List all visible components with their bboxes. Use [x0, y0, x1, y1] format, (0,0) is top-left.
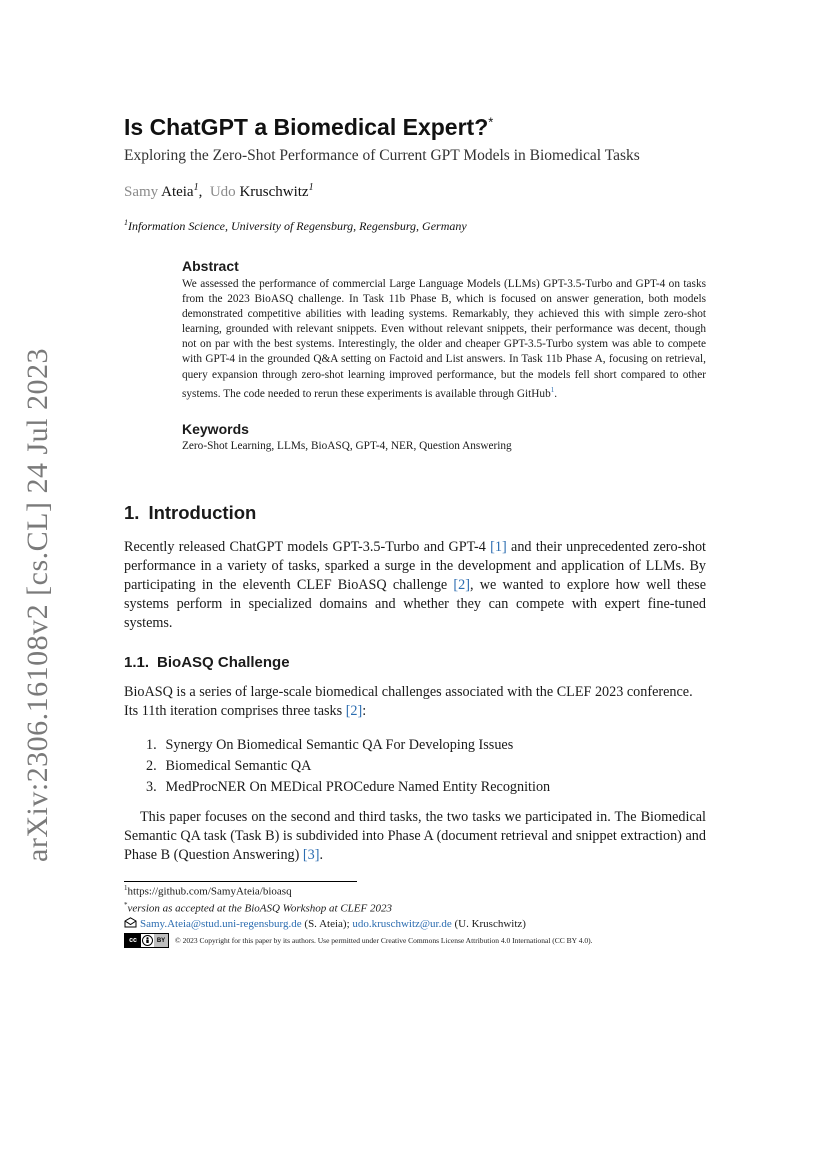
section-title: Introduction: [148, 502, 257, 523]
author-2: [210, 184, 314, 200]
arxiv-stamp: [2, 340, 74, 870]
intro-text-b: and their unprecedented zero-shot performance in a variety of tasks, sparked a surge in the development and application of LLMs. By participating in the eleventh CLEF BioASQ challenge: [124, 539, 706, 594]
list-item-text: Biomedical Semantic QA: [165, 758, 312, 774]
list-item-number: 3.: [146, 779, 157, 795]
email-link-ateia[interactable]: Samy.Ateia@stud.uni-regensburg.de: [140, 918, 302, 930]
bioasq-paragraph: [124, 683, 706, 721]
list-item-number: 1.: [146, 737, 157, 753]
list-item: [146, 777, 550, 798]
footnote-emails: [124, 917, 526, 930]
paper-title: [124, 114, 493, 141]
footnote-github: [124, 884, 292, 898]
section-number: 1.: [124, 502, 140, 523]
author-2-mark: 1: [308, 182, 314, 193]
intro-text-a: Recently released ChatGPT models GPT-3.5-Turbo and GPT-4: [124, 539, 491, 555]
list-item-number: 2.: [146, 758, 157, 774]
citation-link[interactable]: [2]: [453, 577, 470, 594]
cc-by-badge[interactable]: [124, 933, 169, 948]
footnote-mark: *: [124, 901, 128, 909]
attribution-person-icon: [141, 934, 154, 947]
email-owner-ateia: (S. Ateia);: [301, 918, 353, 930]
citation-link[interactable]: [1]: [490, 539, 507, 555]
footnote-version: [124, 901, 392, 915]
list-item-text: MedProcNER On MEDical PROCedure Named Entity Recognition: [165, 779, 551, 795]
intro-paragraph: [124, 538, 706, 633]
author-1-first: Samy: [124, 184, 159, 200]
author-2-last: Kruschwitz: [239, 184, 309, 200]
footnote-mark: 1: [124, 884, 128, 892]
envelope-icon: [124, 917, 137, 928]
affiliation: [124, 218, 467, 234]
bioasq-text-a: BioASQ is a series of large-scale biomedical challenges associated with the CLEF 2023 conference. Its 11th iteration comprises three tasks: [124, 684, 693, 720]
abstract-heading: Abstract: [182, 258, 239, 274]
keywords-heading: Keywords: [182, 421, 249, 437]
keywords-text: Zero-Shot Learning, LLMs, BioASQ, GPT-4, NER, Question Answering: [182, 440, 512, 452]
task-list: [146, 735, 550, 798]
abstract-end: .: [554, 387, 558, 400]
title-mark: *: [488, 114, 494, 130]
license-text: © 2023 Copyright for this paper by its authors. Use permitted under Creative Commons License Attribution 4.0 International (CC BY 4.0).: [175, 936, 593, 945]
tasks-text-a: This paper focuses on the second and third tasks, the two tasks we participated in. The Biomedical Semantic QA task (Task B) is subdivided into Phase A (document retrieval and snippet extraction) and Phase B (Question Answering): [124, 809, 706, 864]
author-list: Samy Ateia$^1$, Udo Kruschwitz$^1$: [124, 182, 314, 200]
subsection-number: 1.1.: [124, 654, 150, 671]
affiliation-text: Information Science, University of Regensburg, Regensburg, Germany: [128, 219, 467, 233]
arxiv-stamp-text: arXiv:2306.16108v2 [cs.CL] 24 Jul 2023: [21, 348, 54, 862]
list-item: [146, 756, 550, 777]
cc-logo: cc: [125, 934, 141, 947]
section-heading-introduction: [124, 502, 256, 524]
intro-text-c: , we wanted to explore how well these systems perform in specialized domains and whether they can compete with expert fine-tuned systems.: [124, 577, 706, 632]
citation-link[interactable]: [3]: [302, 847, 320, 864]
cc-by-label: BY: [154, 934, 168, 947]
list-item: [146, 735, 550, 756]
author-1-last: Ateia: [161, 184, 194, 200]
license-line: [124, 933, 592, 948]
author-2-first: Udo: [209, 184, 236, 200]
email-owner-kruschwitz: (U. Kruschwitz): [451, 918, 526, 930]
footnote-version-text: version as accepted at the BioASQ Workshop at CLEF 2023: [127, 902, 392, 915]
tasks-paragraph: [124, 808, 706, 865]
email-link-kruschwitz[interactable]: udo.kruschwitz@ur.de: [352, 918, 452, 930]
subsection-title: BioASQ Challenge: [157, 654, 290, 671]
affiliation-mark: 1: [124, 218, 128, 227]
paper-subtitle: Exploring the Zero-Shot Performance of Current GPT Models in Biomedical Tasks: [124, 147, 640, 164]
bioasq-text-b: :: [362, 703, 367, 720]
list-item-text: Synergy On Biomedical Semantic QA For Developing Issues: [165, 737, 514, 753]
author-1: [124, 184, 199, 200]
abstract-body: We assessed the performance of commercial Large Language Models (LLMs) GPT-3.5-Turbo and GPT-4 on tasks from the 2023 BioASQ challenge. In Task 11b Phase B, which is focused on answer generation, both models demonstrated competitive abilities with leading systems. Remarkably, they achieved this with simple zero-shot learning, grounded with relevant snippets. Even without relevant snippets, their performance was decent, though not on par with the best systems. Interestingly, the older and cheaper GPT-3.5-Turbo system was able to compete with GPT-4 in the grounded Q&A setting on Factoid and List answers. In Task 11b Phase A, focusing on retrieval, query expansion through zero-shot learning improved performance, but the models fell short compared to other systems. The code needed to rerun these experiments is available through GitHub: [182, 278, 706, 400]
author-1-mark: 1: [193, 182, 199, 193]
abstract-text: [182, 277, 706, 402]
github-link[interactable]: https://github.com/SamyAteia/bioasq: [127, 885, 292, 898]
footnote-divider: [124, 881, 357, 882]
abstract-footnote-link[interactable]: 1: [550, 385, 555, 394]
subsection-heading-bioasq: [124, 654, 290, 671]
tasks-text-b: .: [319, 847, 323, 864]
title-text: Is ChatGPT a Biomedical Expert?: [124, 114, 489, 140]
citation-link[interactable]: [2]: [345, 703, 363, 720]
